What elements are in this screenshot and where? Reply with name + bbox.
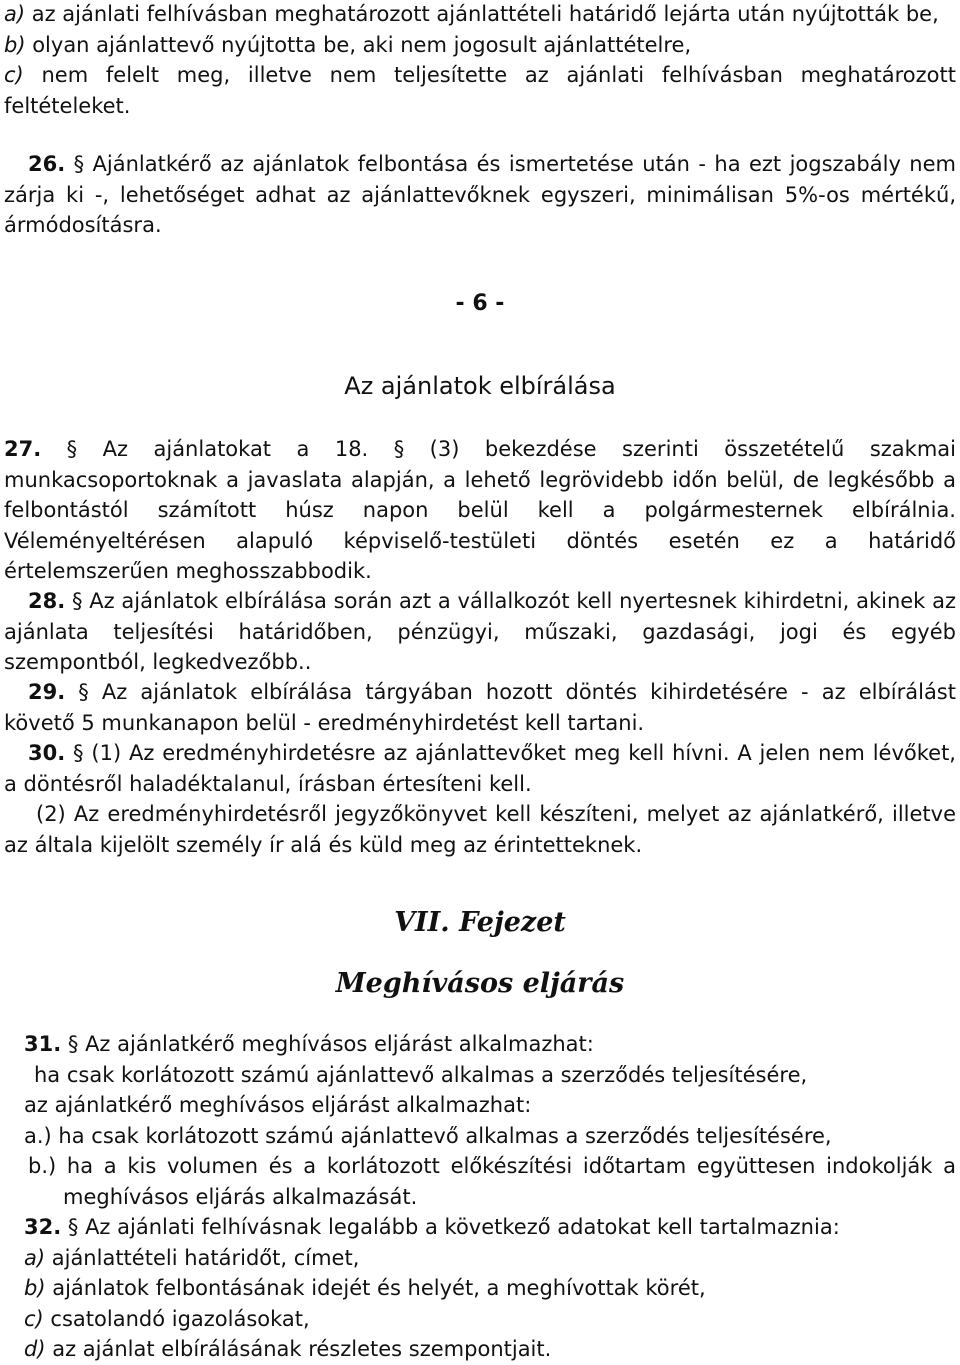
item-label: c) (24, 1306, 44, 1331)
item-label: b) (4, 32, 26, 57)
top-list (4, 0, 956, 121)
item-label: a) (4, 2, 26, 26)
paragraph-32 (4, 1212, 956, 1365)
chapter-title: Meghívásos eljárás (335, 968, 625, 999)
paragraph-31 (4, 1029, 956, 1212)
section-title: Az ajánlatok elbírálása (344, 372, 616, 400)
paragraph-31-line3: az ajánlatkérő meghívásos eljárást alkalmazhat: (24, 1093, 532, 1117)
section-sign: § (67, 1215, 79, 1239)
paragraph-32-intro (4, 1212, 956, 1243)
paragraph-29 (4, 677, 956, 738)
list-item-d (4, 1334, 956, 1365)
paragraph-26 (4, 149, 956, 241)
item-label: a) (24, 1245, 46, 1270)
page-number: - 6 - (455, 291, 505, 316)
list-item-c (4, 1304, 956, 1335)
item-label: a.) (24, 1123, 52, 1148)
list-item-b (4, 30, 956, 61)
item-text: csatolandó igazolásokat, (43, 1306, 310, 1331)
section-number: 26. (28, 152, 66, 176)
list-item-c (4, 60, 956, 121)
paragraph-text: Az ajánlatkérő meghívásos eljárást alkalmazhat: (78, 1032, 594, 1056)
paragraph-27 (4, 434, 956, 587)
item-label: b.) (28, 1154, 57, 1178)
paragraph-31-intro (4, 1029, 956, 1060)
paragraph-text: Az ajánlatok elbírálása során azt a vállalkozót kell nyertesnek kihirdetni, akinek az ajánlata teljesítési határidőben, pénzügyi, műszaki, gazdasági, jogi és egyéb szempontból, legkedvezőbb.. (4, 589, 956, 674)
paragraph-text: (3) bekezdése szerinti összetételű szakmai munkacsoportoknak a javaslata alapján, a lehető legrövidebb időn belül, de legkésőbb a felbontástól számított húsz napon belül kell a polgármesternek elbírálnia. Véleményeltérésen alapuló képviselő-testületi döntés esetén ez a határidő értelemszerűen meghosszabbodik. (4, 437, 956, 583)
item-text: az ajánlat elbírálásának részletes szempontjait. (45, 1337, 552, 1361)
section-sign: § (66, 437, 78, 461)
section-sign: § (67, 1032, 79, 1056)
item-text: nem felelt meg, illetve nem teljesítette az ajánlati felhívásban meghatározott feltételeket. (4, 63, 956, 118)
section-sign: § (78, 680, 89, 704)
paragraph-30 (4, 738, 956, 799)
paragraph-28 (4, 586, 956, 678)
paragraph-text: Az ajánlatok elbírálása tárgyában hozott döntés kihirdetésére - az elbírálást követő 5 munkanapon belül - eredményhirdetést kell tartani. (4, 680, 956, 735)
section-number: 29. (28, 680, 66, 704)
item-label: d) (24, 1337, 46, 1361)
item-text: az ajánlati felhívásban meghatározott ajánlattételi határidő lejárta után nyújtották be, (25, 2, 939, 26)
paragraph-30-2 (4, 799, 956, 860)
section-number: 27. (4, 437, 42, 461)
chapter-number: VII. Fejezet (394, 907, 566, 938)
section-sign: § (73, 152, 85, 176)
list-item-b (4, 1151, 956, 1212)
item-label: c) (4, 63, 24, 87)
section-number: 31. (24, 1032, 62, 1056)
paragraph-text: Az ajánlatokat a 18. (77, 437, 394, 461)
item-text: ha csak korlátozott számú ajánlattevő alkalmas a szerződés teljesítésére, (51, 1123, 832, 1148)
paragraph-text: (1) Az eredményhirdetésre az ajánlattevőket meg kell hívni. A jelen nem lévőket, a döntésről haladéktalanul, írásban értesíteni kell. (4, 741, 956, 796)
list-item-a (4, 0, 956, 30)
list-item-b (4, 1273, 956, 1304)
section-sign: § (73, 741, 84, 765)
list-item-a (4, 1243, 956, 1274)
item-label: b) (24, 1276, 46, 1300)
section-number: 30. (28, 741, 66, 765)
list-item-a (4, 1121, 956, 1152)
item-text: ajánlattételi határidőt, címet, (45, 1245, 360, 1270)
paragraph-text: Az ajánlati felhívásnak legalább a következő adatokat kell tartalmaznia: (78, 1215, 840, 1239)
item-text: ha a kis volumen és a korlátozott előkészítési időtartam együttesen indokolják a meghívásos eljárás alkalmazását. (56, 1154, 956, 1209)
paragraph-31-line2: ha csak korlátozott számú ajánlattevő alkalmas a szerződés teljesítésére, (34, 1062, 808, 1087)
item-text: ajánlatok felbontásának idejét és helyét, a meghívottak körét, (45, 1276, 706, 1300)
paragraph-text: Ajánlatkérő az ajánlatok felbontása és ismertetése után - ha ezt jogszabály nem zárja ki -, lehetőséget adhat az ajánlattevőknek egyszeri, minimálisan 5%-os mértékű, ármódosításra. (4, 152, 956, 237)
paragraph-text: (2) Az eredményhirdetésről jegyzőkönyvet kell készíteni, melyet az ajánlatkérő, illetve az általa kijelölt személy ír alá és küld meg az érintetteknek. (4, 802, 956, 857)
section-number: 32. (24, 1215, 62, 1239)
item-text: olyan ajánlattevő nyújtotta be, aki nem jogosult ajánlattételre, (25, 32, 692, 57)
section-sign: § (71, 589, 83, 613)
section-number: 28. (28, 589, 66, 613)
section-sign: § (393, 437, 405, 461)
